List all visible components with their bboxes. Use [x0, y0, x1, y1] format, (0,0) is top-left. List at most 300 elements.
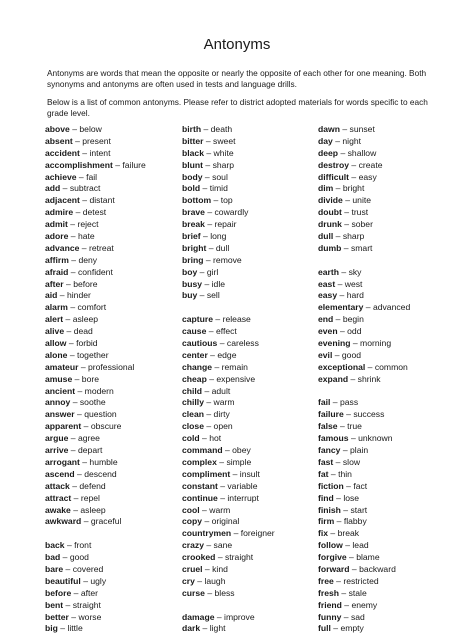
antonym-word: blunt	[182, 159, 203, 170]
dash-separator: –	[217, 338, 227, 349]
dash-separator: –	[201, 124, 211, 134]
dash-separator: –	[67, 302, 78, 313]
antonym-word: copy	[182, 516, 203, 527]
dash-separator: –	[67, 349, 78, 360]
antonym-pair	[182, 612, 275, 624]
antonym-opposite: morning	[360, 338, 392, 349]
antonym-word: firm	[318, 516, 335, 527]
dash-separator: –	[339, 587, 349, 598]
antonym-word: doubt	[318, 207, 342, 218]
antonym-opposite: sell	[206, 290, 220, 301]
antonym-word: curse	[182, 587, 205, 598]
antonym-word: deep	[318, 147, 339, 158]
antonym-pair	[182, 207, 275, 219]
antonym-opposite: unite	[352, 195, 372, 206]
antonym-opposite: bless	[214, 587, 235, 598]
antonym-opposite: enemy	[351, 599, 378, 610]
dash-separator: –	[202, 563, 213, 574]
antonym-opposite: unknown	[358, 433, 393, 444]
dash-separator: –	[199, 433, 210, 444]
dash-separator: –	[230, 468, 240, 479]
antonym-word: dim	[318, 183, 334, 194]
antonym-pair	[318, 172, 410, 184]
antonym-word: fail	[318, 397, 331, 408]
antonym-opposite: create	[358, 159, 383, 170]
dash-separator: –	[80, 575, 91, 586]
antonym-opposite: professional	[88, 361, 135, 372]
antonym-pair	[45, 231, 146, 243]
antonym-word: follow	[318, 540, 343, 551]
antonym-opposite: distant	[89, 195, 115, 206]
dash-separator: –	[79, 242, 89, 253]
antonym-word: forgive	[318, 552, 347, 563]
antonym-pair	[182, 326, 275, 338]
antonym-opposite: adult	[211, 385, 231, 396]
antonym-opposite: little	[67, 623, 83, 634]
antonym-pair	[318, 516, 410, 528]
antonym-pair	[45, 564, 146, 576]
antonym-opposite: effect	[215, 326, 237, 337]
antonym-opposite: dirty	[213, 409, 230, 420]
antonym-word: attract	[45, 492, 72, 503]
antonym-pair	[318, 136, 410, 148]
antonym-pair	[45, 136, 146, 148]
dash-separator: –	[200, 183, 210, 194]
antonym-opposite: intent	[89, 147, 111, 158]
antonym-word: crazy	[182, 540, 204, 551]
antonym-opposite: shrink	[357, 373, 381, 384]
antonym-word: dawn	[318, 124, 340, 134]
dash-separator: –	[63, 599, 73, 610]
dash-separator: –	[339, 266, 349, 277]
antonym-word: dumb	[318, 242, 342, 253]
antonym-opposite: remain	[221, 361, 248, 372]
dash-separator: –	[63, 314, 73, 325]
antonym-word: day	[318, 135, 333, 146]
antonym-word: famous	[318, 433, 349, 444]
antonym-opposite: fail	[86, 171, 98, 182]
antonym-opposite: sweet	[213, 135, 236, 146]
dash-separator: –	[57, 623, 68, 634]
antonym-word: accident	[45, 147, 80, 158]
dash-separator: –	[200, 623, 210, 634]
antonym-opposite: retreat	[88, 242, 114, 253]
dash-separator: –	[76, 171, 87, 182]
antonym-pair	[318, 374, 410, 386]
dash-separator: –	[73, 207, 83, 218]
antonym-word: answer	[45, 409, 75, 420]
antonym-pair	[318, 528, 410, 540]
antonym-opposite: soul	[212, 171, 228, 182]
antonym-pair	[45, 505, 146, 517]
antonym-pair	[45, 255, 146, 267]
antonym-pair	[45, 433, 146, 445]
antonym-pair	[182, 421, 275, 433]
antonym-opposite: reject	[77, 219, 99, 230]
antonym-word: exceptional	[318, 361, 366, 372]
dash-separator: –	[333, 492, 344, 503]
antonym-opposite: hate	[77, 231, 95, 242]
antonym-pair	[45, 576, 146, 588]
antonym-pair	[318, 481, 410, 493]
dash-separator: –	[349, 563, 360, 574]
antonym-word: awake	[45, 504, 71, 515]
antonym-word: continue	[182, 492, 218, 503]
dash-separator: –	[333, 183, 343, 194]
antonym-pair	[45, 623, 146, 635]
dash-separator: –	[342, 195, 353, 206]
antonym-pair	[45, 183, 146, 195]
antonym-word: beautiful	[45, 575, 81, 586]
antonym-opposite: lead	[352, 540, 369, 551]
antonym-pair	[318, 612, 410, 624]
antonym-pair	[45, 338, 146, 350]
antonym-pair	[45, 588, 146, 600]
antonym-word: full	[318, 623, 331, 634]
antonym-word: forward	[318, 563, 350, 574]
antonym-opposite: foreigner	[240, 528, 275, 539]
antonym-opposite: agree	[77, 433, 100, 444]
antonym-pair	[318, 290, 410, 302]
antonym-opposite: sky	[348, 266, 362, 277]
antonym-pair	[182, 493, 275, 505]
dash-separator: –	[333, 575, 344, 586]
antonym-pair	[318, 457, 410, 469]
dash-separator: –	[75, 385, 85, 396]
antonym-pair	[182, 279, 275, 291]
dash-separator: –	[333, 456, 343, 467]
antonym-pair	[182, 314, 275, 326]
antonym-pair	[182, 433, 275, 445]
dash-separator: –	[70, 397, 80, 408]
antonym-column-3	[318, 124, 410, 635]
antonym-word: damage	[182, 611, 215, 622]
antonym-word: admire	[45, 207, 74, 218]
antonym-word: dark	[182, 623, 201, 634]
antonym-pair	[182, 409, 275, 421]
antonym-opposite: repel	[80, 492, 100, 503]
antonym-pair	[318, 148, 410, 160]
dash-separator: –	[334, 516, 344, 527]
antonym-opposite: slow	[342, 456, 361, 467]
antonym-word: bring	[182, 254, 204, 265]
antonym-word: fat	[318, 468, 329, 479]
antonym-word: difficult	[318, 171, 350, 182]
antonym-pair	[45, 421, 146, 433]
antonym-opposite: asleep	[80, 504, 106, 515]
dash-separator: –	[72, 135, 83, 146]
antonym-word: bright	[182, 242, 207, 253]
antonym-pair	[45, 314, 146, 326]
antonym-word: cruel	[182, 563, 203, 574]
dash-separator: –	[68, 231, 78, 242]
antonym-word: fresh	[318, 587, 340, 598]
dash-separator: –	[341, 207, 352, 218]
antonym-opposite: begin	[342, 314, 364, 325]
antonym-opposite: trust	[351, 207, 369, 218]
antonym-word: break	[182, 219, 205, 230]
antonym-word: close	[182, 421, 204, 432]
section-gap	[182, 600, 275, 612]
antonym-pair	[318, 279, 410, 291]
antonym-word: find	[318, 492, 334, 503]
dash-separator: –	[194, 575, 205, 586]
antonym-word: argue	[45, 433, 69, 444]
antonym-opposite: odd	[347, 326, 362, 337]
antonym-word: better	[45, 611, 69, 622]
antonym-opposite: flabby	[343, 516, 367, 527]
antonym-word: fix	[318, 528, 329, 539]
antonym-word: bare	[45, 563, 64, 574]
dash-separator: –	[197, 290, 207, 301]
dash-separator: –	[68, 254, 79, 265]
antonym-opposite: laugh	[204, 575, 226, 586]
antonym-pair	[182, 350, 275, 362]
section-gap	[318, 386, 410, 398]
antonym-word: adjacent	[45, 195, 80, 206]
antonym-word: black	[182, 147, 204, 158]
antonym-word: brave	[182, 207, 205, 218]
antonym-word: apparent	[45, 421, 82, 432]
antonym-opposite: warm	[209, 504, 231, 515]
dash-separator: –	[337, 421, 348, 432]
antonym-pair	[182, 457, 275, 469]
antonym-pair	[45, 362, 146, 374]
antonym-opposite: good	[69, 552, 89, 563]
antonym-pair	[182, 588, 275, 600]
antonym-opposite: after	[80, 587, 99, 598]
dash-separator: –	[339, 124, 350, 134]
dash-separator: –	[202, 278, 212, 289]
antonym-pair	[182, 160, 275, 172]
antonym-word: ancient	[45, 385, 76, 396]
antonym-word: evil	[318, 349, 333, 360]
dash-separator: –	[74, 409, 85, 420]
antonym-opposite: original	[211, 516, 240, 527]
antonym-opposite: failure	[122, 159, 146, 170]
antonym-opposite: cowardly	[214, 207, 249, 218]
antonym-opposite: warm	[213, 397, 235, 408]
antonym-opposite: death	[210, 124, 233, 134]
dash-separator: –	[203, 540, 214, 551]
dash-separator: –	[348, 373, 358, 384]
dash-separator: –	[199, 504, 210, 515]
antonym-word: adore	[45, 231, 69, 242]
antonym-word: earth	[318, 266, 340, 277]
dash-separator: –	[74, 468, 85, 479]
antonym-word: ascend	[45, 468, 75, 479]
antonym-opposite: fact	[353, 480, 368, 491]
dash-separator: –	[203, 135, 214, 146]
antonym-opposite: dead	[73, 326, 93, 337]
dash-separator: –	[341, 599, 352, 610]
antonym-opposite: sober	[351, 219, 373, 230]
antonym-pair	[318, 326, 410, 338]
dash-separator: –	[340, 504, 351, 515]
dash-separator: –	[202, 516, 212, 527]
antonym-word: crooked	[182, 552, 216, 563]
antonym-opposite: smart	[350, 242, 373, 253]
intro-paragraph: Antonyms are words that mean the opposite or nearly the opposite of each other for one meaning. Both synonyms and antonyms are often used in tests and language drills.	[47, 68, 427, 90]
dash-separator: –	[213, 314, 223, 325]
antonym-word: affirm	[45, 254, 69, 265]
antonym-word: bitter	[182, 135, 204, 146]
antonym-pair	[182, 172, 275, 184]
section-gap	[318, 255, 410, 267]
dash-separator: –	[346, 552, 357, 563]
dash-separator: –	[72, 373, 82, 384]
antonym-pair	[318, 564, 410, 576]
antonym-opposite: start	[350, 504, 368, 515]
antonym-pair	[318, 493, 410, 505]
antonym-pair	[45, 124, 146, 136]
antonym-opposite: hot	[209, 433, 222, 444]
dash-separator: –	[211, 195, 221, 206]
antonym-word: after	[45, 278, 64, 289]
antonym-pair	[318, 421, 410, 433]
antonym-opposite: before	[73, 278, 98, 289]
antonym-column-2	[182, 124, 275, 635]
antonym-pair	[182, 397, 275, 409]
antonym-word: dull	[318, 231, 334, 242]
dash-separator: –	[349, 159, 359, 170]
antonym-word: big	[45, 623, 58, 634]
antonym-pair	[45, 397, 146, 409]
antonym-pair	[318, 433, 410, 445]
antonym-column-1	[45, 124, 146, 635]
antonym-pair	[45, 516, 146, 528]
antonym-opposite: simple	[226, 456, 252, 467]
antonym-opposite: worse	[78, 611, 102, 622]
antonym-opposite: question	[84, 409, 117, 420]
antonym-word: clean	[182, 409, 204, 420]
antonym-word: annoy	[45, 397, 71, 408]
antonym-opposite: comfort	[77, 302, 107, 313]
antonym-pair	[182, 219, 275, 231]
dash-separator: –	[341, 611, 351, 622]
antonym-word: fiction	[318, 480, 344, 491]
antonym-word: east	[318, 278, 336, 289]
antonym-pair	[182, 386, 275, 398]
dash-separator: –	[81, 421, 91, 432]
antonym-pair	[318, 469, 410, 481]
antonym-opposite: obey	[232, 445, 251, 456]
antonym-pair	[45, 207, 146, 219]
antonym-pair	[318, 243, 410, 255]
intro-paragraph: Below is a list of common antonyms. Please refer to district adopted materials for words specific to each grade level.	[47, 97, 428, 119]
dash-separator: –	[204, 587, 215, 598]
dash-separator: –	[203, 397, 214, 408]
dash-separator: –	[207, 349, 218, 360]
antonym-opposite: repair	[214, 219, 237, 230]
antonym-opposite: stale	[348, 587, 367, 598]
antonym-word: cause	[182, 326, 207, 337]
antonym-pair	[318, 445, 410, 457]
antonym-word: body	[182, 171, 203, 182]
dash-separator: –	[81, 516, 91, 527]
antonym-pair	[182, 195, 275, 207]
dash-separator: –	[348, 433, 359, 444]
dash-separator: –	[203, 159, 213, 170]
dash-separator: –	[68, 445, 78, 456]
antonym-word: capture	[182, 314, 214, 325]
antonym-pair	[182, 338, 275, 350]
antonym-opposite: open	[213, 421, 233, 432]
antonym-pair	[45, 481, 146, 493]
antonym-pair	[318, 552, 410, 564]
antonym-opposite: advanced	[372, 302, 411, 313]
antonym-pair	[318, 314, 410, 326]
antonym-word: allow	[45, 338, 67, 349]
antonym-opposite: dull	[215, 242, 230, 253]
dash-separator: –	[214, 611, 225, 622]
antonym-opposite: front	[74, 540, 92, 551]
dash-separator: –	[69, 124, 80, 134]
antonym-pair	[182, 481, 275, 493]
antonym-opposite: backward	[359, 563, 396, 574]
section-gap	[182, 302, 275, 314]
antonym-opposite: humble	[89, 456, 118, 467]
antonym-opposite: present	[82, 135, 111, 146]
antonym-opposite: deny	[78, 254, 98, 265]
dash-separator: –	[71, 492, 81, 503]
antonym-pair	[45, 172, 146, 184]
antonym-word: elementary	[318, 302, 364, 313]
dash-separator: –	[204, 207, 215, 218]
dash-separator: –	[79, 147, 90, 158]
page-title: Antonyms	[203, 36, 271, 54]
dash-separator: –	[217, 480, 228, 491]
antonym-opposite: idle	[211, 278, 226, 289]
antonym-word: destroy	[318, 159, 350, 170]
antonym-pair	[182, 469, 275, 481]
antonym-pair	[182, 564, 275, 576]
antonym-pair	[318, 219, 410, 231]
antonym-pair	[182, 516, 275, 528]
dash-separator: –	[66, 338, 77, 349]
antonym-opposite: sad	[350, 611, 365, 622]
dash-separator: –	[203, 409, 214, 420]
dash-separator: –	[337, 290, 347, 301]
antonym-word: compliment	[182, 468, 231, 479]
dash-separator: –	[68, 433, 78, 444]
dash-separator: –	[79, 195, 90, 206]
dash-separator: –	[343, 480, 354, 491]
antonym-word: expand	[318, 373, 349, 384]
antonym-opposite: remove	[213, 254, 242, 265]
antonym-pair	[182, 267, 275, 279]
antonym-opposite: success	[353, 409, 385, 420]
antonym-word: advance	[45, 242, 80, 253]
antonym-opposite: subtract	[69, 183, 101, 194]
antonym-pair	[318, 350, 410, 362]
antonym-word: chilly	[182, 397, 204, 408]
antonym-pair	[45, 302, 146, 314]
antonym-pair	[318, 183, 410, 195]
antonym-opposite: defend	[79, 480, 106, 491]
antonym-word: accomplishment	[45, 159, 113, 170]
antonym-opposite: west	[344, 278, 363, 289]
dash-separator: –	[363, 302, 373, 313]
antonym-pair	[318, 576, 410, 588]
antonym-pair	[45, 350, 146, 362]
antonym-opposite: expensive	[216, 373, 256, 384]
antonym-opposite: asleep	[72, 314, 99, 325]
antonym-pair	[318, 409, 410, 421]
dash-separator: –	[67, 219, 78, 230]
antonym-pair	[182, 552, 275, 564]
antonym-opposite: hard	[346, 290, 364, 301]
